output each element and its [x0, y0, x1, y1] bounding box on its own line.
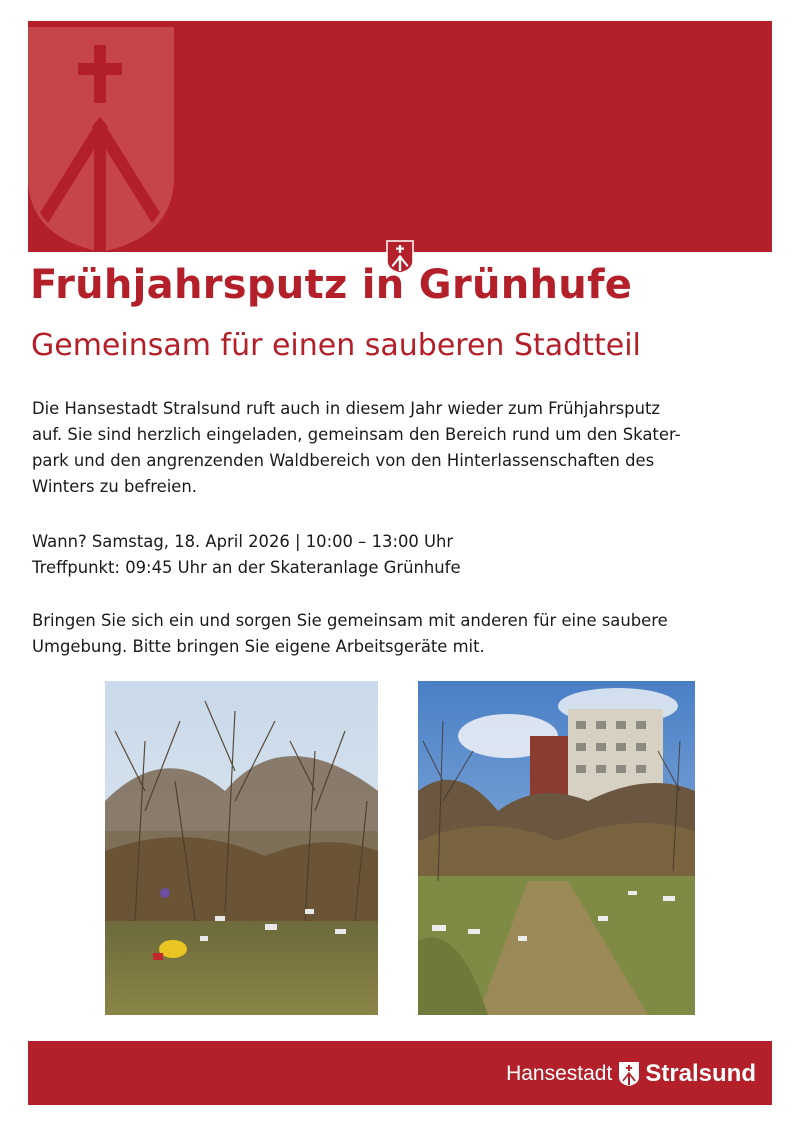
intro-line: Winters zu befreien.	[32, 477, 197, 496]
photo-thicket-litter	[105, 681, 378, 1015]
brand-name: Stralsund	[645, 1060, 756, 1087]
intro-line: park und den angrenzenden Waldbereich von den Hinterlassenschaften des	[32, 451, 655, 470]
top-banner	[28, 21, 772, 252]
appeal-paragraph	[32, 608, 732, 660]
city-crest-icon	[28, 27, 174, 252]
page-subtitle: Gemeinsam für einen sauberen Stadtteil	[31, 328, 641, 363]
footer-banner	[28, 1041, 772, 1105]
event-details	[32, 529, 732, 581]
photo-path-buildings	[418, 681, 695, 1015]
appeal-line: Umgebung. Bitte bringen Sie eigene Arbeitsgeräte mit.	[32, 637, 485, 656]
brand-prefix: Hansestadt	[506, 1062, 613, 1085]
event-date-time: Wann? Samstag, 18. April 2026 | 10:00 – 13:00 Uhr	[32, 532, 454, 551]
appeal-line: Bringen Sie sich ein und sorgen Sie gemeinsam mit anderen für eine saubere	[32, 611, 668, 630]
page-title: Frühjahrsputz in Grünhufe	[30, 262, 633, 308]
meeting-point: Treffpunkt: 09:45 Uhr an der Skateranlage Grünhufe	[32, 558, 461, 577]
footer-brand	[506, 1059, 756, 1089]
intro-line: Die Hansestadt Stralsund ruft auch in diesem Jahr wieder zum Frühjahrsputz	[32, 399, 660, 418]
intro-line: auf. Sie sind herzlich eingeladen, gemeinsam den Bereich rund um den Skater-	[32, 425, 681, 444]
city-crest-icon	[618, 1061, 640, 1087]
intro-paragraph	[32, 396, 732, 500]
